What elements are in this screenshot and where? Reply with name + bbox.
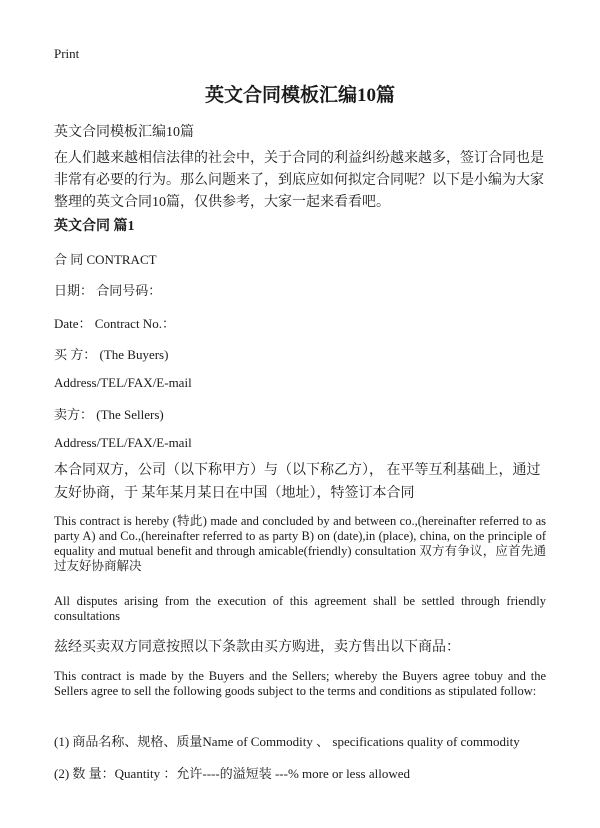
parties-en-paragraph: This contract is hereby (特此) made and concluded by and between co.,(hereinafter referred to as party A) and Co.,(hereinafter referred to as party B) on (date),in (place), china, on the principle of equality and mutual benefit and through amicable(friendly) consultation 双方有争议，应首先通过友好协商解决 bbox=[54, 514, 546, 573]
date-number-en-line: Date： Contract No.： bbox=[54, 316, 175, 331]
document-subtitle: 英文合同模板汇编10篇 bbox=[54, 125, 194, 140]
date-number-cn-line: 日期： 合同号码： bbox=[54, 283, 162, 298]
print-label: Print bbox=[54, 46, 80, 61]
item-commodity-line: (1) 商品名称、规格、质量Name of Commodity 、 specifications quality of commodity bbox=[54, 734, 520, 749]
contract-line: 合 同 CONTRACT bbox=[54, 252, 157, 267]
seller-line: 卖方： (The Sellers) bbox=[54, 407, 164, 422]
seller-address-line: Address/TEL/FAX/E-mail bbox=[54, 435, 192, 450]
agreement-cn-paragraph: 兹经买卖双方同意按照以下条款由买方购进，卖方售出以下商品： bbox=[54, 640, 460, 655]
document-title: 英文合同模板汇编10篇 bbox=[204, 85, 395, 106]
buyer-line: 买 方： (The Buyers) bbox=[54, 347, 169, 362]
section-heading: 英文合同 篇1 bbox=[54, 219, 135, 234]
intro-paragraph: 在人们越来越相信法律的社会中，关于合同的利益纠纷越来越多，签订合同也是非常有必要的行为。那么问题来了，到底应如何拟定合同呢？以下是小编为大家整理的英文合同10篇，仅供参考，大家一起来看看吧。 bbox=[54, 151, 544, 210]
buyer-address-line: Address/TEL/FAX/E-mail bbox=[54, 375, 192, 390]
parties-cn-paragraph: 本合同双方，公司（以下称甲方）与（以下称乙方）， 在平等互利基础上，通过友好协商，于 某年某月某日在中国（地址），特签订本合同 bbox=[54, 463, 541, 501]
agreement-en-paragraph: This contract is made by the Buyers and the Sellers; whereby the Buyers agree tobuy and the Sellers agree to sell the following goods subject to the terms and conditions as stipulated follow: bbox=[54, 669, 546, 698]
disputes-en-paragraph: All disputes arising from the execution of this agreement shall be settled through friendly consultations bbox=[54, 594, 546, 623]
item-quantity-line: (2) 数 量：Quantity ：允许----的溢短装 ---% more or less allowed bbox=[54, 766, 410, 781]
